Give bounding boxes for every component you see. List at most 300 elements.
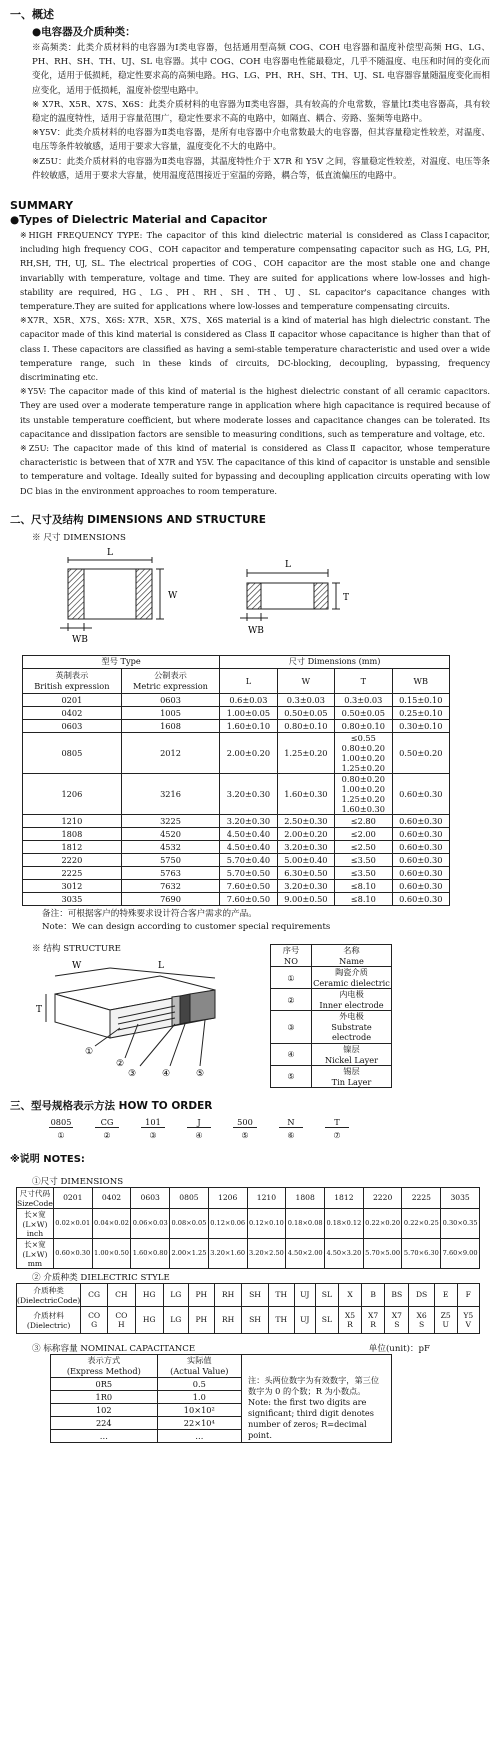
diel-mat-line: HG — [142, 1315, 156, 1325]
struct-name-cn: 外电极 — [339, 1011, 364, 1022]
dim-row — [23, 693, 450, 706]
struct-no: ③ — [271, 1011, 312, 1043]
struct-num-3: ③ — [128, 1068, 137, 1079]
dim-L: 4.50±0.40 — [220, 840, 277, 853]
dim-brit: 1210 — [23, 814, 122, 827]
order-code: CG — [95, 1117, 119, 1128]
dim-col-WB: WB — [392, 668, 449, 693]
dim-note-en: Note：We can design according to customer special requirements — [42, 921, 331, 932]
diel-mat-line: X6 — [416, 1310, 427, 1320]
diel-code: B — [362, 1283, 385, 1306]
dim-row — [23, 719, 450, 732]
dim-metric: 1005 — [121, 706, 219, 719]
en-para-z5u: ※Z5U: The capacitor made of this kind of material is considered as ClassⅡ capacitor, whose temperature characteristic is between that of X7R and Y5V. The capacitance of this kind of capacitor is unstable and sensible to temperature and voltage. Ideally suited for bypassing and decoupling application circuits operating with low DC bias in the environment approaches to room temperature. — [20, 443, 490, 496]
en-heading: SUMMARY — [10, 199, 74, 213]
cn-section — [10, 6, 490, 183]
order-code-cell — [38, 1117, 84, 1128]
dim-W: 0.3±0.03 — [277, 693, 334, 706]
diel-mat-line: Z5 — [440, 1310, 451, 1320]
diel-mat-line: LG — [170, 1315, 182, 1325]
struct-num-4: ④ — [162, 1068, 171, 1079]
diel-mat-line: G — [91, 1319, 98, 1329]
diel-mat — [163, 1306, 188, 1333]
dim-metric: 3216 — [121, 773, 219, 814]
struct-row — [271, 1011, 392, 1043]
dim-T-value: ≤8.10 — [350, 893, 376, 904]
cn-para-y5v: ※Y5V：此类介质材料的电容器为Ⅱ类电容器，是所有电容器中介电常数最大的电容器，但其容量稳定性较差，对温度、电压等条件较敏感，适用于要求大容量，温度变化不大的电路中。 — [32, 128, 490, 153]
size-code: 2220 — [363, 1187, 402, 1208]
struct-name — [312, 967, 392, 989]
dim-row — [23, 732, 450, 773]
dim-WB: 0.30±0.10 — [392, 719, 449, 732]
structure-block — [10, 942, 490, 1088]
struct-name-en: Nickel Layer — [324, 1054, 379, 1065]
dim-T — [335, 827, 392, 840]
diel-mat — [108, 1306, 136, 1333]
diel-code: LG — [163, 1283, 188, 1306]
cap-express: … — [51, 1429, 158, 1442]
cap-note-en: Note: the first two digits are significant; third digit denotes number of zeros; R=decimal point. — [248, 1396, 374, 1440]
order-code: J — [187, 1117, 211, 1128]
order-code: 101 — [141, 1117, 165, 1128]
diel-code: SL — [315, 1283, 338, 1306]
fig-label-W: W — [168, 590, 178, 601]
inch-size: 0.18×0.12 — [325, 1208, 364, 1238]
cap-h1: 表示方式 (Express Method) — [51, 1354, 158, 1377]
dim-row — [23, 879, 450, 892]
dim-brit: 3012 — [23, 879, 122, 892]
dim-W: 3.20±0.30 — [277, 840, 334, 853]
dim-T — [335, 719, 392, 732]
inch-size: 0.04×0.02 — [92, 1208, 131, 1238]
dim-WB: 0.60±0.30 — [392, 866, 449, 879]
dim-brit: 1808 — [23, 827, 122, 840]
size-code: 1206 — [208, 1187, 247, 1208]
dim-row — [23, 773, 450, 814]
dim-T-value: ≤2.50 — [350, 841, 376, 852]
dim-L: 4.50±0.40 — [220, 827, 277, 840]
diel-mat-line: Y5 — [463, 1310, 474, 1320]
diel-mat-label-line: 介质材料 — [33, 1310, 64, 1320]
cap-block — [50, 1354, 490, 1443]
order-code-cell — [268, 1117, 314, 1128]
dim-metric-header: 公制表示 Metric expression — [121, 668, 219, 693]
cap-actual: 10×10² — [157, 1403, 241, 1416]
diel-mat-label-line: (Dielectric) — [26, 1320, 71, 1330]
diel-code: CH — [108, 1283, 136, 1306]
diel-mat — [385, 1306, 409, 1333]
struct-h-no: 序号 NO — [271, 944, 312, 966]
order-num: ① — [57, 1129, 65, 1140]
dim-T-value: ≤2.00 — [350, 828, 376, 839]
side-view-drawing — [240, 560, 349, 636]
mm-size: 7.60×9.00 — [441, 1238, 480, 1268]
diel-code: X — [338, 1283, 361, 1306]
cap-note-cn: 注：头两位数字为有效数字，第三位数字为 0 的个数；R 为小数点。 — [248, 1374, 380, 1396]
dim-T — [335, 853, 392, 866]
struct-name — [312, 1065, 392, 1087]
dim-brit: 0402 — [23, 706, 122, 719]
en-para-y5v: ※Y5V: The capacitor made of this kind of material is the highest dielectric constant of all ceramic capacitors. They are used over a moderate temperature range in application where high capacitance is required because of its unstable temperature coefficient, but where moderate losses and capacitance changes can be tolerated. Its capacitance and dissipation factors are sensible to measuring conditions, such as temperature and voltage, etc. — [20, 386, 490, 439]
order-num: ⑦ — [333, 1129, 341, 1140]
dim-dims-header: 尺寸 Dimensions (mm) — [220, 655, 450, 668]
inch-size: 0.02×0.01 — [53, 1208, 92, 1238]
struct-name-en: Tin Layer — [331, 1076, 372, 1087]
diel-code-label-line: (DielectricCode) — [17, 1295, 81, 1305]
dim-W: 2.00±0.20 — [277, 827, 334, 840]
mm-size: 1.60×0.80 — [131, 1238, 170, 1268]
en-types-heading: ●Types of Dielectric Material and Capacitor — [10, 214, 268, 227]
fig-label-L: L — [107, 547, 113, 558]
dim-L: 3.20±0.30 — [220, 773, 277, 814]
diel-mat — [315, 1306, 338, 1333]
dim-row — [23, 827, 450, 840]
dim-row — [23, 892, 450, 905]
dim-T-value: ≤2.80 — [350, 815, 376, 826]
dim-rows — [23, 693, 450, 905]
diel-mat-line: CO — [88, 1310, 101, 1320]
diel-mat — [135, 1306, 163, 1333]
dim-WB: 0.60±0.30 — [392, 892, 449, 905]
diel-mat-line: UJ — [300, 1315, 310, 1325]
dim-WB: 0.50±0.20 — [392, 732, 449, 773]
inch-size: 0.30×0.35 — [441, 1208, 480, 1238]
fig-label-WB: WB — [72, 634, 88, 645]
dims-sub: ※ 尺寸 DIMENSIONS — [32, 532, 126, 543]
order-heading: 三、型号规格表示方法 HOW TO ORDER — [10, 1099, 213, 1112]
dim-row — [23, 853, 450, 866]
diel-code-label-line: 介质种类 — [33, 1285, 64, 1295]
cap-express: 1R0 — [51, 1390, 158, 1403]
order-code: T — [325, 1117, 349, 1128]
inch-label-line: 长×宽 — [24, 1209, 46, 1219]
dim-WB: 0.60±0.30 — [392, 879, 449, 892]
diel-mat-line: PH — [195, 1315, 208, 1325]
dim-metric: 7632 — [121, 879, 219, 892]
dimensions-table — [22, 655, 450, 906]
diel-code: CG — [81, 1283, 108, 1306]
order-code-cell — [176, 1117, 222, 1128]
order-code-cell — [84, 1117, 130, 1128]
diel-mat-line: R — [347, 1319, 353, 1329]
struct-name — [312, 989, 392, 1011]
dim-W: 2.50±0.30 — [277, 814, 334, 827]
diel-mat-line: S — [418, 1319, 425, 1329]
cn-types-heading: ●电容器及介质种类： — [32, 26, 136, 38]
dim-type-header: 型号 Type — [23, 655, 220, 668]
struct-h-name: 名称 Name — [312, 944, 392, 966]
mm-size: 5.70×5.00 — [363, 1238, 402, 1268]
struct-num-1: ① — [85, 1046, 94, 1057]
struct-num-2: ② — [116, 1058, 125, 1069]
dim-row — [23, 706, 450, 719]
mm-label — [17, 1238, 54, 1268]
dim-brit: 1812 — [23, 840, 122, 853]
dim-W: 1.25±0.20 — [277, 732, 334, 773]
dim-W: 5.00±0.40 — [277, 853, 334, 866]
mm-label-line: 长×宽 — [24, 1239, 46, 1249]
mm-size: 4.50×2.00 — [286, 1238, 325, 1268]
mm-size: 5.70×6.30 — [402, 1238, 441, 1268]
dim-T-value: 1.60±0.30 — [341, 803, 385, 814]
cap-unit: 单位(unit)：pF — [368, 1343, 430, 1354]
diel-mat-line: TH — [275, 1315, 288, 1325]
size-code: 0402 — [92, 1187, 131, 1208]
dim-col-T: T — [335, 668, 392, 693]
size-code: 3035 — [441, 1187, 480, 1208]
mm-size: 3.20×1.60 — [208, 1238, 247, 1268]
diel-sub: ② 介质种类 DIELECTRIC STYLE — [32, 1272, 170, 1283]
cap-row — [51, 1403, 242, 1416]
dim-metric: 7690 — [121, 892, 219, 905]
mm-row — [17, 1238, 480, 1268]
dim-metric: 0603 — [121, 693, 219, 706]
dim-W: 1.60±0.30 — [277, 773, 334, 814]
size-code: 1812 — [325, 1187, 364, 1208]
cn-para-hf: ※高频类：此类介质材料的电容器为Ⅰ类电容器，包括通用型高频 COG、COH 电容器和温度补偿型高频 HG、LG、PH、RH、SH、TH、UJ、SL 电容器。其中 COG、COH 电容器电性能最稳定，几乎不随温度、电压和时间的变化而变化，适用于低损耗，稳定性要求高的高频电路。HG、LG、PH、RH、SH、TH、UJ、SL 电容器容量随温度变化而相应变化，适用于低损耗，温度补偿型电路中。 — [32, 43, 490, 96]
diel-mat-row — [17, 1306, 480, 1333]
cap-row — [51, 1390, 242, 1403]
dim-metric: 4532 — [121, 840, 219, 853]
order-num: ④ — [195, 1129, 203, 1140]
diel-mat — [457, 1306, 479, 1333]
diel-mat — [242, 1306, 268, 1333]
dim-T-value: 0.80±0.20 — [341, 773, 385, 784]
cap-rows — [51, 1377, 242, 1442]
struct-row — [271, 1043, 392, 1065]
fig-label-WB2: WB — [248, 625, 264, 636]
dim-WB: 0.15±0.10 — [392, 693, 449, 706]
structure-table — [270, 944, 392, 1088]
cap-express: 102 — [51, 1403, 158, 1416]
order-code: N — [279, 1117, 303, 1128]
dim-T — [335, 814, 392, 827]
struct-rows — [271, 967, 392, 1088]
dim-T-value: ≤0.55 — [350, 732, 376, 743]
dim-L: 2.00±0.20 — [220, 732, 277, 773]
dim-W: 3.20±0.30 — [277, 879, 334, 892]
dim-metric: 3225 — [121, 814, 219, 827]
dim-W: 0.50±0.05 — [277, 706, 334, 719]
diel-mat-line: X7 — [368, 1310, 379, 1320]
cap-sub-line — [10, 1342, 430, 1354]
dim-T-value: 1.00±0.20 — [341, 752, 385, 763]
dim-brit: 1206 — [23, 773, 122, 814]
diel-mat — [81, 1306, 108, 1333]
en-para-hf: ※HIGH FREQUENCY TYPE: The capacitor of this kind dielectric material is considered as ClassⅠcapacitor, including high frequency COG、COH capacitor and temperature compensating capacitor such as HG, LG, PH, RH,SH, TH, UJ, SL. The electrical properties of COG、COH capacitor are the most stable one and change invariablly with temperature, voltage and time. They are suited for applications where low-losses and high-stability are required, HG、LG、PH、RH、SH、TH、UJ、SL capacitor's capacitance changes with temperature.They are suited for applications where low-losses and temperature compensating circuits. — [20, 230, 490, 312]
structure-sub: ※ 结构 STRUCTURE — [32, 943, 121, 954]
diel-mat — [188, 1306, 214, 1333]
dim-metric: 4520 — [121, 827, 219, 840]
inch-label-line: (L×W) — [22, 1219, 48, 1229]
struct-label-T: T — [36, 1004, 43, 1015]
dim-L: 1.60±0.10 — [220, 719, 277, 732]
size-row — [17, 1187, 480, 1208]
dim-T — [335, 892, 392, 905]
diel-mat — [409, 1306, 434, 1333]
dim-T — [335, 879, 392, 892]
dim-T — [335, 773, 392, 814]
order-codes — [38, 1117, 360, 1128]
struct-name — [312, 1043, 392, 1065]
dielectric-table — [16, 1283, 480, 1334]
en-para-x7r: ※X7R、X5R、X7S、X6S: X7R、X5R、X7S、X6S material is a kind of material has high dielectric constant. The capacitor made of this kind material is considered as Class Ⅱ capacitor whose capacitance is higher than that of class Ⅰ. These capacitors are classified as having a semi-stable temperature characteristic and used over a wide temperature range, such in these kinds of circuits, DC-blocking, decoupling, bypassing, frequency discriminating etc. — [20, 315, 490, 383]
en-section — [10, 199, 490, 498]
order-num: ⑤ — [241, 1129, 249, 1140]
struct-name-cn: 镍层 — [343, 1043, 360, 1054]
dim-WB: 0.60±0.30 — [392, 840, 449, 853]
diel-code: BS — [385, 1283, 409, 1306]
dim-brit: 3035 — [23, 892, 122, 905]
struct-row — [271, 967, 392, 989]
order-code: 0805 — [50, 1116, 72, 1127]
cap-actual: 1.0 — [157, 1390, 241, 1403]
mm-size: 0.60×0.30 — [53, 1238, 92, 1268]
dim-T-value: ≤3.50 — [350, 867, 376, 878]
struct-label-W: W — [72, 960, 82, 971]
structure-drawing — [10, 954, 250, 1084]
diel-code-label — [17, 1283, 81, 1306]
struct-name-cn: 陶瓷介质 — [335, 967, 368, 978]
dim-T-value: 0.3±0.03 — [344, 694, 383, 705]
diel-mat — [434, 1306, 457, 1333]
dim-W: 6.30±0.50 — [277, 866, 334, 879]
dim-L: 0.6±0.03 — [220, 693, 277, 706]
diel-code: RH — [214, 1283, 241, 1306]
dim-T — [335, 840, 392, 853]
struct-row — [271, 989, 392, 1011]
dim-L: 5.70±0.40 — [220, 853, 277, 866]
dim-brit: 0603 — [23, 719, 122, 732]
cap-actual: 22×10⁴ — [157, 1416, 241, 1429]
order-code-cell — [222, 1117, 268, 1128]
diel-mat-line: RH — [221, 1315, 235, 1325]
fig-label-L2: L — [285, 559, 291, 570]
diel-mat — [214, 1306, 241, 1333]
order-nums — [38, 1128, 360, 1140]
diel-code: HG — [135, 1283, 163, 1306]
diel-code: E — [434, 1283, 457, 1306]
size-code: 0201 — [53, 1187, 92, 1208]
diel-code: F — [457, 1283, 479, 1306]
dim-WB: 0.60±0.30 — [392, 853, 449, 866]
mm-size: 3.20×2.50 — [247, 1238, 286, 1268]
order-code: 500 — [233, 1117, 257, 1128]
dim-col-L: L — [220, 668, 277, 693]
diel-mat-line: S — [394, 1319, 400, 1329]
cap-actual: … — [157, 1429, 241, 1442]
dim-W: 9.00±0.50 — [277, 892, 334, 905]
inch-size: 0.06×0.03 — [131, 1208, 170, 1238]
diel-mat-line: V — [465, 1319, 472, 1329]
dim-WB: 0.60±0.30 — [392, 827, 449, 840]
dim-note-cn: 备注：可根据客户的特殊要求设计符合客户需求的产品。 — [42, 908, 257, 919]
dim-row — [23, 814, 450, 827]
cn-heading: 一、概述 — [10, 8, 54, 21]
inch-label-line: inch — [26, 1228, 44, 1238]
inch-size: 0.22×0.25 — [402, 1208, 441, 1238]
cap-express: 224 — [51, 1416, 158, 1429]
diel-code: PH — [188, 1283, 214, 1306]
diel-mat-line: SL — [321, 1315, 333, 1325]
mm-size: 1.00×0.50 — [92, 1238, 131, 1268]
size-code: 0603 — [131, 1187, 170, 1208]
mm-size: 4.50×3.20 — [325, 1238, 364, 1268]
cn-para-x7r: ※ X7R、X5R、X7S、X6S：此类介质材料的电容器为Ⅱ类电容器，具有较高的介电常数，容量比Ⅰ类电容器高，具有较稳定的温度特性，适用于容量范围广，稳定性要求不高的电路中，如隔直、耦合、旁路、鉴频等电路中。 — [32, 99, 490, 125]
diel-mat-line: X5 — [344, 1310, 356, 1320]
notes-heading: ※说明 NOTES: — [10, 1153, 85, 1165]
fig-label-T: T — [343, 592, 350, 603]
inch-size: 0.12×0.06 — [208, 1208, 247, 1238]
dim-row — [23, 840, 450, 853]
dim-T — [335, 693, 392, 706]
diel-mat — [338, 1306, 361, 1333]
dim-T-value: ≤3.50 — [350, 854, 376, 865]
struct-name-cn: 内电极 — [339, 989, 364, 1000]
inch-size: 0.22×0.20 — [363, 1208, 402, 1238]
struct-num-5: ⑤ — [196, 1068, 205, 1079]
cap-row — [51, 1416, 242, 1429]
dim-metric: 1608 — [121, 719, 219, 732]
diel-mat — [362, 1306, 385, 1333]
diel-mat — [294, 1306, 315, 1333]
size-code-table — [16, 1187, 480, 1269]
dim-metric: 5763 — [121, 866, 219, 879]
dim-brit: 2225 — [23, 866, 122, 879]
dim-T-value: 0.80±0.20 — [341, 742, 385, 753]
struct-row — [271, 1065, 392, 1087]
dim-row — [23, 866, 450, 879]
struct-name-en: Inner electrode — [319, 1000, 384, 1011]
dim-WB: 0.25±0.10 — [392, 706, 449, 719]
order-code-cell — [314, 1117, 360, 1128]
dim-T-value: 0.50±0.05 — [341, 707, 385, 718]
size-code-label — [17, 1187, 54, 1208]
diel-code: SH — [242, 1283, 268, 1306]
dim-T-value: 1.25±0.20 — [341, 762, 385, 773]
size-code: 2225 — [402, 1187, 441, 1208]
cap-sub: ③ 标称容量 NOMINAL CAPACITANCE — [32, 1343, 196, 1354]
mm-label-line: (L×W) — [22, 1249, 48, 1259]
cap-note — [242, 1354, 392, 1443]
size-label-cn: 尺寸代码 — [19, 1188, 51, 1198]
dim-T-value: 1.25±0.20 — [341, 793, 385, 804]
cap-h2: 实际值 (Actual Value) — [157, 1354, 241, 1377]
dim-WB: 0.60±0.30 — [392, 814, 449, 827]
diel-mat-line: X7 — [391, 1310, 402, 1320]
cap-row — [51, 1429, 242, 1442]
diel-mat-line: U — [442, 1319, 449, 1329]
struct-name — [312, 1011, 392, 1043]
cn-para-z5u: ※Z5U：此类介质材料的电容器为Ⅱ类电容器，其温度特性介于 X7R 和 Y5V 之间，容量稳定性较差，对温度、电压等条件较敏感，适用于要求大容量，使用温度范围接近于室温的旁路，耦合等，低直流偏压的电路中。 — [32, 156, 490, 181]
diel-code-row — [17, 1283, 480, 1306]
struct-name-en: Ceramic dielectric — [313, 978, 390, 989]
struct-label-L: L — [158, 960, 164, 971]
dim-metric: 2012 — [121, 732, 219, 773]
dimension-figures — [10, 545, 490, 655]
cap-actual: 0.5 — [157, 1377, 241, 1390]
dims-heading: 二、尺寸及结构 DIMENSIONS AND STRUCTURE — [10, 513, 266, 526]
capacitance-table — [50, 1354, 242, 1443]
struct-no: ① — [271, 967, 312, 989]
cap-row — [51, 1377, 242, 1390]
dim-metric: 5750 — [121, 853, 219, 866]
diel-code: TH — [268, 1283, 294, 1306]
dim-W: 0.80±0.10 — [277, 719, 334, 732]
order-num: ② — [103, 1129, 111, 1140]
order-num: ③ — [149, 1129, 157, 1140]
dims-code-sub: ①尺寸 DIMENSIONS — [32, 1176, 124, 1187]
